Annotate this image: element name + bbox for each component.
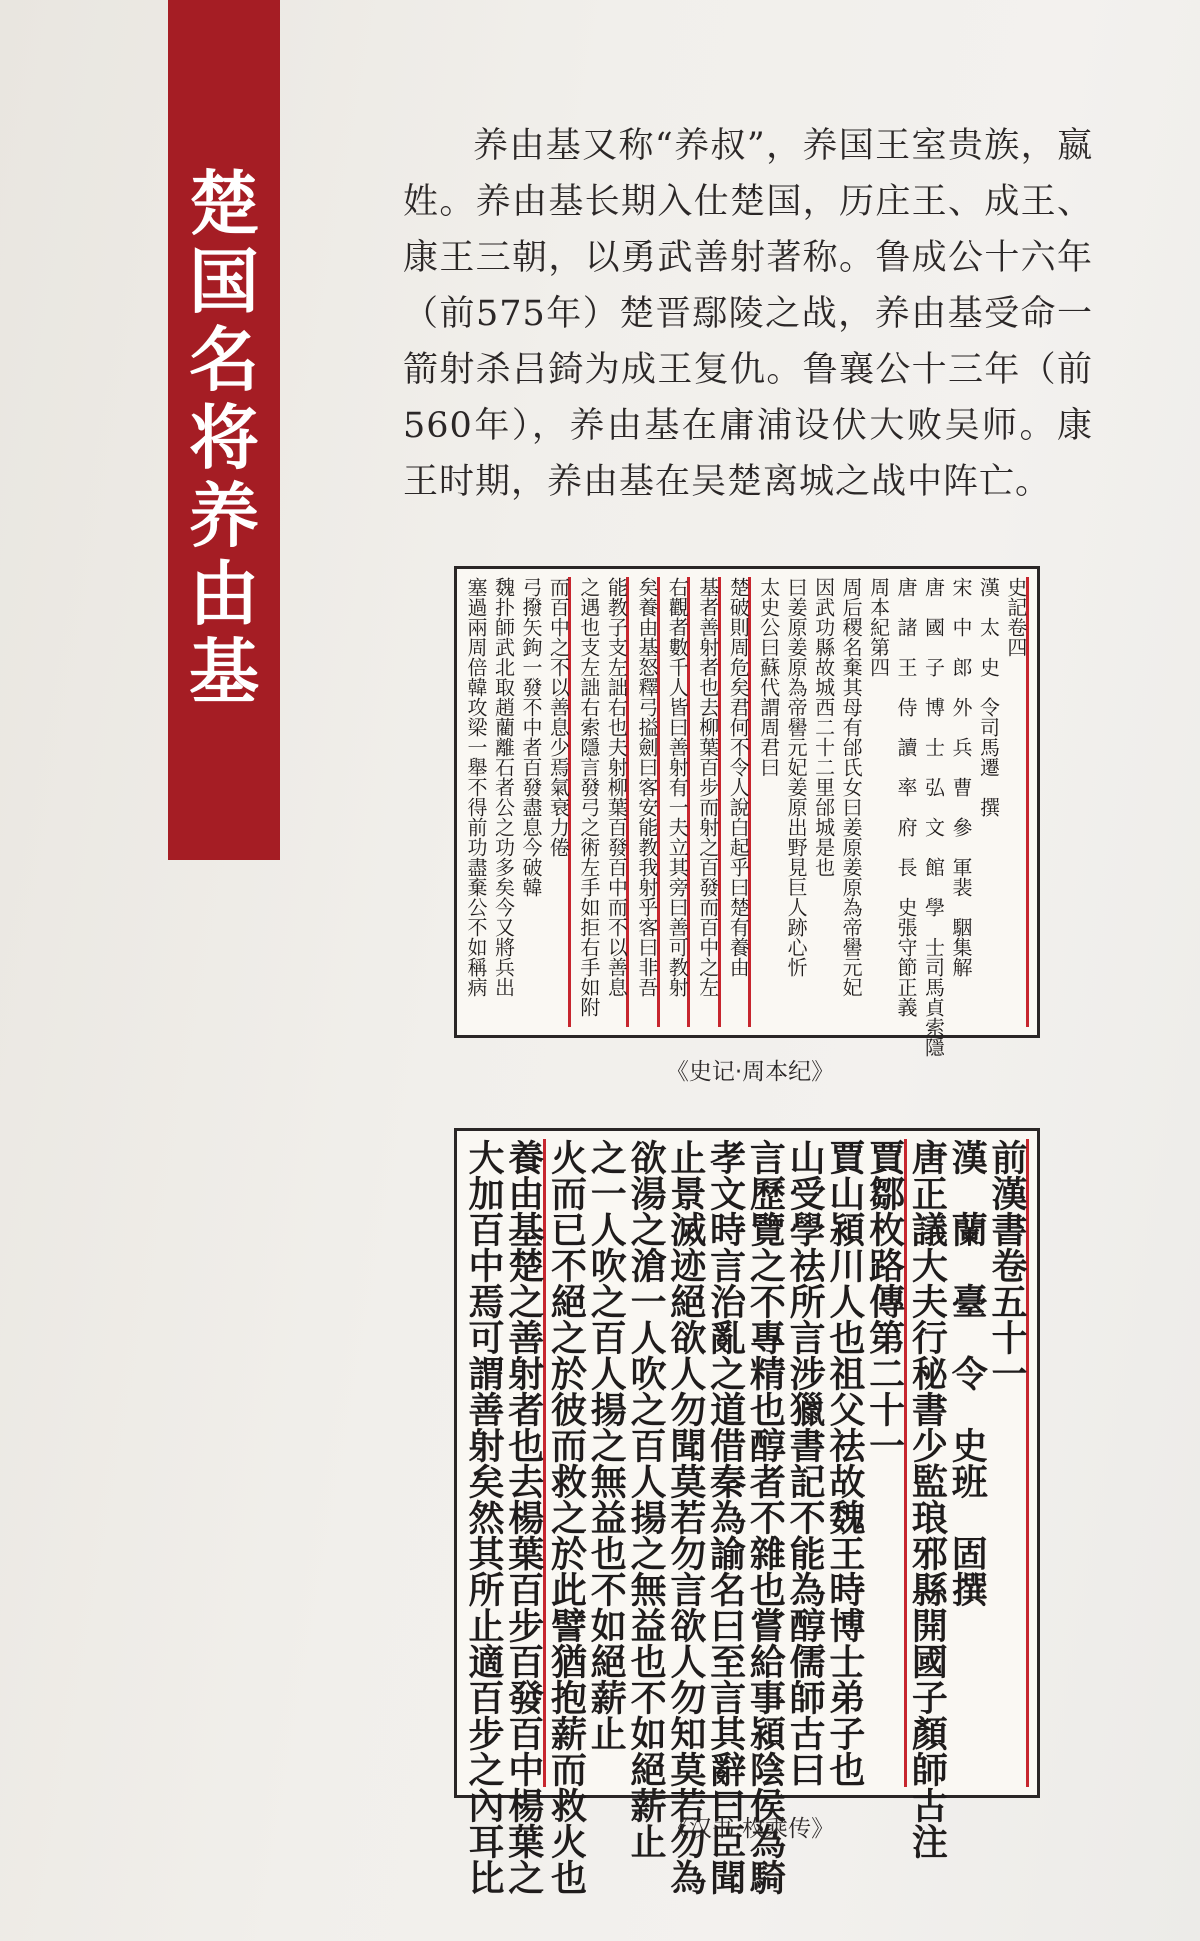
- title-banner: [168, 0, 280, 860]
- text-column: 言歷覽之不專精也醇者不雜也嘗給事潁陰侯為騎: [744, 1139, 787, 1895]
- text-column: 楚破則周危矣君何不令人說白起乎曰楚有養由: [727, 577, 751, 1027]
- shiji-caption: 《史记·周本纪》: [665, 1059, 835, 1085]
- text-column: 火而已不絕之於彼而救之於此譬猶抱薪而救火也: [545, 1139, 588, 1895]
- title-char: 楚: [189, 163, 259, 245]
- text-column: 基者善射者也去柳葉百步而射之百發而百中之左: [697, 577, 721, 1027]
- text-column: 曰姜原姜原為帝嚳元妃姜原出野見巨人跡心忻: [784, 577, 809, 977]
- text-column: 漢 蘭 臺 令 史班 固撰: [946, 1139, 989, 1607]
- text-column: 魏扑師武北取趙藺離石者公之功多矣今又將兵出: [491, 577, 516, 997]
- title-char: 养: [189, 475, 259, 557]
- text-column: 前漢書卷五十一: [988, 1139, 1029, 1787]
- text-column: 右觀者數千人皆曰善射有一夫立其旁曰善可教射: [666, 577, 690, 1027]
- shiji-columns: [464, 577, 1029, 1057]
- title-char: 将: [189, 397, 259, 479]
- text-column: 止景滅迹絕欲人勿聞莫若勿言欲人勿知莫若勿為: [664, 1139, 707, 1895]
- title-char: 名: [189, 319, 259, 401]
- text-column: 塞過兩周倍韓攻梁一舉不得前功盡棄公不如稱病: [464, 577, 488, 997]
- text-column: 而百中之不以善息少焉氣衰力倦: [547, 577, 571, 1027]
- text-column: 弓撥矢鉤一發不中者百發盡息今破韓: [518, 577, 543, 897]
- text-column: 宋 中 郎 外 兵 曹 參 軍裴 駰集解: [948, 577, 973, 977]
- text-column: 唐 諸 王 侍 讀 率 府 長 史張守節正義: [894, 577, 919, 1017]
- text-column: 唐正議大夫行秘書少監琅邪縣開國子顏師古注: [906, 1139, 949, 1859]
- title-char: 国: [189, 241, 259, 323]
- text-column: 太史公曰蘇代謂周君曰: [756, 577, 781, 777]
- text-column: 周后稷名棄其母有邰氏女曰姜原姜原為帝嚳元妃: [839, 577, 864, 997]
- title-char: 基: [189, 631, 259, 713]
- text-column: 之一人吹之百人揚之無益也不如絕薪止: [585, 1139, 628, 1751]
- hanshu-caption: 《汉书·枚乘传》: [665, 1816, 835, 1842]
- text-column: 大加百中焉可謂善射矣然其所止適百步之內耳比: [463, 1139, 505, 1895]
- text-column: 賈鄒枚路傳第二十一: [866, 1139, 907, 1787]
- text-column: 矣養由基怒釋弓搤劍曰客安能教我射乎客曰非吾: [636, 577, 660, 1027]
- text-column: 養由基楚之善射者也去楊葉百步百發百中楊葉之: [502, 1139, 545, 1895]
- text-column: 山受學祛所言涉獵書記不能為醇儒師古曰: [784, 1139, 827, 1787]
- text-column: 因武功縣故城西二十二里邰城是也: [811, 577, 836, 877]
- text-column: 之遇也支左詘右索隱言發弓之術左手如拒右手如附: [576, 577, 601, 1017]
- text-column: 能教子支左詘右也夫射柳葉百發百中而不以善息: [605, 577, 629, 1027]
- text-column: 漢 太 史 令司馬遷 撰: [976, 577, 1001, 817]
- text-column: 史記卷四: [1005, 577, 1029, 1027]
- text-column: 欲湯之滄一人吹之百人揚之無益也不如絕薪止: [625, 1139, 668, 1859]
- text-column: 周本紀第四: [866, 577, 891, 677]
- text-column: 唐 國 子 博 士 弘 文 館 學 士司馬貞索隱: [921, 577, 946, 1057]
- intro-paragraph: 养由基又称“养叔”，养国王室贵族，嬴姓。养由基长期入仕楚国，历庄王、成王、康王三朝，以勇武善射著称。鲁成公十六年（前575年）楚晋鄢陵之战，养由基受命一箭射杀吕錡为成王复仇。鲁襄公十三年（前560年），养由基在庸浦设伏大败吴师。康王时期，养由基在吴楚离城之战中阵亡。: [403, 126, 1093, 502]
- text-column: 孝文時言治亂之道借秦為諭名曰至言其辭曰臣聞: [704, 1139, 747, 1895]
- text-column: 賈山潁川人也祖父祛故魏王時博士弟子也: [823, 1139, 866, 1787]
- title-char: 由: [189, 553, 259, 635]
- shiji-scan: [454, 566, 1040, 1057]
